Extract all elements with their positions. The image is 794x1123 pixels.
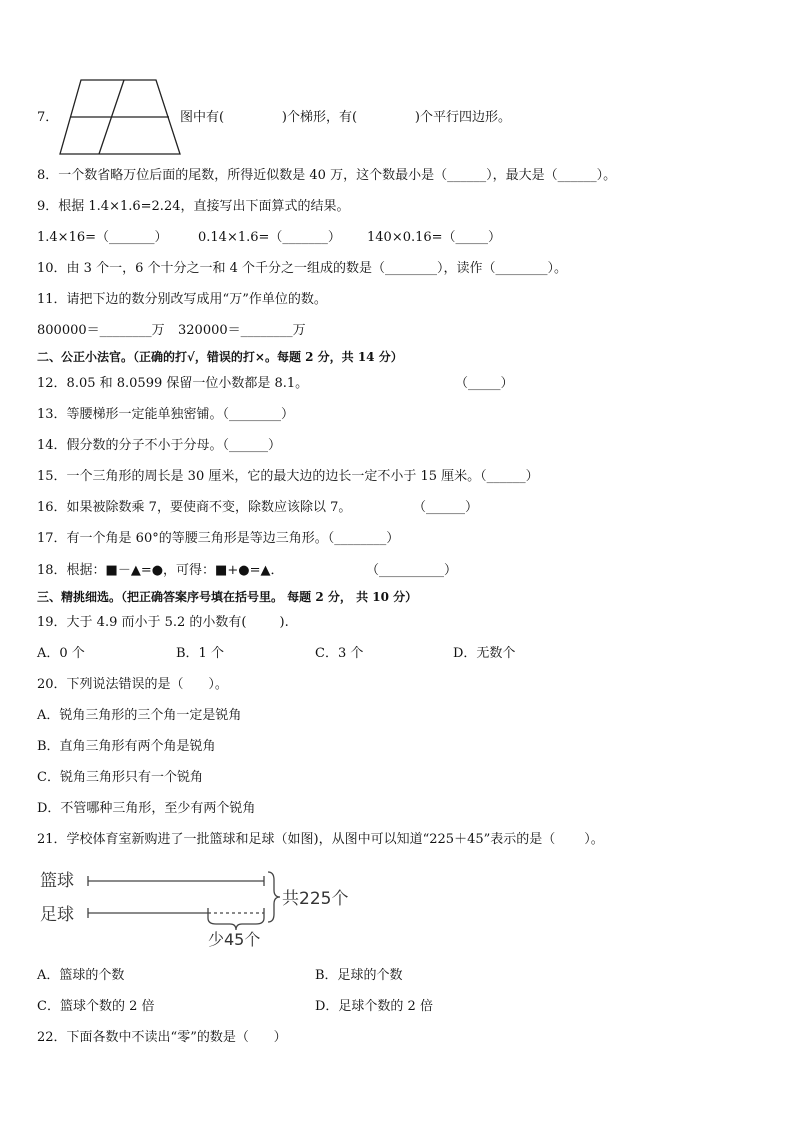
q16-paren: （______） <box>413 500 479 515</box>
q19-option-b: B．1 个 <box>176 646 224 661</box>
diagram-label-basketball: 篮球 <box>40 871 74 891</box>
q16-text: 16．如果被除数乘 7，要使商不变，除数应该除以 7。 <box>37 500 352 515</box>
q21-option-c: C．篮球个数的 2 倍 <box>37 999 155 1014</box>
q18-paren: （__________） <box>366 563 458 578</box>
q20-option-b: B．直角三角形有两个角是锐角 <box>37 739 216 754</box>
q12-text: 12．8.05 和 8.0599 保留一位小数都是 8.1。 <box>37 376 309 391</box>
q20-option-d: D．不管哪种三角形，至少有两个锐角 <box>37 801 256 816</box>
q19-text: 19．大于 4.9 而小于 5.2 的小数有( ). <box>37 615 289 630</box>
q17-text: 17．有一个角是 60°的等腰三角形是等边三角形。（________） <box>37 531 400 546</box>
q15-text: 15．一个三角形的周长是 30 厘米，它的最大边的边长一定不小于 15 厘米。（______） <box>37 469 539 484</box>
q21-option-a: A．篮球的个数 <box>37 968 125 983</box>
q18-text: 18．根据：■－▲=●，可得：■+●=▲． <box>37 563 284 578</box>
q7-number: 7． <box>37 110 59 125</box>
q9-item-a: 1.4×16=（_______） <box>37 230 168 245</box>
q19-option-d: D．无数个 <box>453 646 516 661</box>
q11-item-a: 800000＝________万 <box>37 323 165 338</box>
section-2-heading: 二、公正小法官。（正确的打√，错误的打×。每题 2 分，共 14 分） <box>37 350 403 364</box>
q19-option-c: C．3 个 <box>315 646 364 661</box>
q20-option-a: A．锐角三角形的三个角一定是锐角 <box>37 708 242 723</box>
q7-text: 图中有( )个梯形，有( )个平行四边形。 <box>180 110 511 125</box>
q14-text: 14．假分数的分子不小于分母。（______） <box>37 438 282 453</box>
q10-text: 10．由 3 个一，6 个十分之一和 4 个千分之一组成的数是（________），读作（________）。 <box>37 261 568 276</box>
trapezoid-figure <box>58 78 182 156</box>
section-3-heading: 三、精挑细选。（把正确答案序号填在括号里。 每题 2 分， 共 10 分） <box>37 590 418 604</box>
diagram-label-total: 共225个 <box>282 889 349 909</box>
q9-text: 9．根据 1.4×1.6=2.24，直接写出下面算式的结果。 <box>37 199 350 214</box>
q20-option-c: C．锐角三角形只有一个锐角 <box>37 770 203 785</box>
q12-paren: （_____） <box>455 376 514 391</box>
diagram-label-football: 足球 <box>40 905 74 925</box>
q13-text: 13．等腰梯形一定能单独密铺。（________） <box>37 407 295 422</box>
q21-option-d: D．足球个数的 2 倍 <box>315 999 433 1014</box>
q21-option-b: B．足球的个数 <box>315 968 403 983</box>
q19-option-a: A．0 个 <box>37 646 85 661</box>
q9-item-c: 140×0.16=（_____） <box>367 230 502 245</box>
q21-text: 21．学校体育室新购进了一批篮球和足球（如图)，从图中可以知道“225＋45”表示的是（ ）。 <box>37 832 604 847</box>
q9-item-b: 0.14×1.6=（_______） <box>198 230 341 245</box>
diagram-label-less: 少45个 <box>208 930 261 949</box>
q22-text: 22．下面各数中不读出“零”的数是（ ） <box>37 1030 287 1045</box>
q11-text: 11．请把下边的数分别改写成用“万”作单位的数。 <box>37 292 327 307</box>
q20-text: 20．下列说法错误的是（ ）。 <box>37 677 228 692</box>
q11-item-b: 320000＝________万 <box>178 323 306 338</box>
q8-text: 8．一个数省略万位后面的尾数，所得近似数是 40 万，这个数最小是（______），最大是（______）。 <box>37 168 617 183</box>
